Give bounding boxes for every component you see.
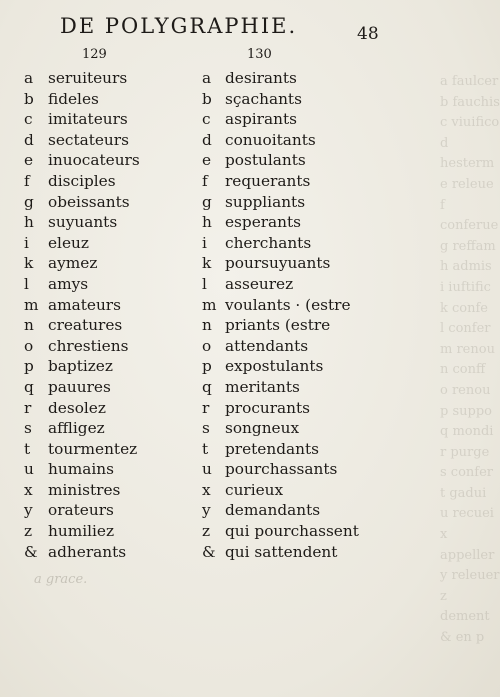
letter-left: p bbox=[24, 357, 34, 376]
word-left: chrestiens bbox=[48, 336, 129, 355]
bleed-line: e releue bbox=[440, 176, 494, 192]
bleed-line: x appeller bbox=[440, 527, 495, 563]
letter-right: t bbox=[202, 439, 209, 458]
word-right: requerants bbox=[225, 171, 311, 190]
word-right: curieux bbox=[225, 480, 284, 499]
word-left: creatures bbox=[48, 316, 123, 335]
letter-left: g bbox=[24, 192, 34, 211]
word-right: qui sattendent bbox=[225, 542, 338, 561]
word-right: cherchants bbox=[225, 233, 312, 252]
letter-right: h bbox=[202, 213, 212, 232]
word-left: adherants bbox=[48, 542, 127, 561]
bleed-line: g reffam bbox=[440, 238, 496, 254]
bleed-line: o renou bbox=[440, 382, 491, 398]
word-left: fideles bbox=[48, 89, 99, 108]
bleed-line: a faulcer bbox=[440, 74, 499, 89]
letter-left: o bbox=[24, 336, 34, 355]
letter-right: f bbox=[202, 171, 208, 190]
word-right: attendants bbox=[225, 336, 309, 355]
word-left: sectateurs bbox=[48, 130, 129, 149]
table-row bbox=[0, 233, 500, 254]
word-left: seruiteurs bbox=[48, 69, 128, 87]
word-left: pauures bbox=[48, 377, 111, 396]
bleed-line: n conff bbox=[440, 362, 486, 378]
word-left: suyuants bbox=[48, 213, 118, 232]
word-left: amys bbox=[48, 274, 89, 293]
table-row bbox=[0, 130, 500, 151]
word-right: expostulants bbox=[225, 357, 324, 376]
word-right: esperants bbox=[225, 213, 302, 232]
word-left: disciples bbox=[48, 171, 116, 190]
table-row bbox=[0, 171, 500, 192]
bleed-line: h admis bbox=[440, 259, 492, 275]
bleed-line: k confe bbox=[440, 300, 488, 316]
word-left: affligez bbox=[48, 419, 105, 438]
letter-right: k bbox=[202, 254, 212, 273]
page-number: 48 bbox=[357, 24, 379, 44]
letter-right: x bbox=[202, 480, 211, 499]
letter-left: n bbox=[24, 316, 34, 335]
table-row bbox=[0, 377, 500, 398]
table-row bbox=[0, 109, 500, 130]
bleed-line: d hesterm bbox=[440, 135, 495, 172]
letter-left: f bbox=[24, 171, 30, 190]
bleed-line: l confer bbox=[440, 321, 491, 337]
bleed-line: p suppo bbox=[440, 403, 492, 419]
letter-right: u bbox=[202, 460, 212, 479]
column-number-right: 130 bbox=[247, 47, 272, 62]
letter-left: & bbox=[24, 542, 38, 561]
word-left: baptizez bbox=[48, 357, 113, 376]
word-right: pourchassants bbox=[225, 460, 338, 479]
bleed-line: m renou bbox=[440, 341, 495, 357]
letter-left: i bbox=[24, 233, 29, 252]
bleed-line: & en p bbox=[440, 630, 485, 646]
letter-right: g bbox=[202, 192, 212, 211]
word-right: poursuyuants bbox=[225, 254, 331, 273]
letter-right: p bbox=[202, 357, 212, 376]
table-row bbox=[0, 212, 500, 233]
bleed-line: y releuer bbox=[440, 568, 500, 584]
table-row bbox=[0, 418, 500, 439]
letter-left: t bbox=[24, 439, 31, 458]
word-left: aymez bbox=[48, 254, 98, 273]
letter-left: d bbox=[24, 130, 34, 149]
word-right: priants (estre bbox=[225, 316, 331, 335]
word-right: postulants bbox=[225, 151, 306, 170]
letter-left: l bbox=[24, 274, 29, 293]
table-row bbox=[0, 336, 500, 357]
word-right: qui pourchassent bbox=[225, 522, 359, 541]
table-row bbox=[0, 68, 500, 89]
letter-right: a bbox=[202, 69, 212, 87]
letter-left: h bbox=[24, 213, 34, 232]
word-table bbox=[0, 68, 500, 562]
letter-right: s bbox=[202, 419, 210, 438]
word-left: tourmentez bbox=[48, 439, 138, 458]
table-row bbox=[0, 500, 500, 521]
table-row bbox=[0, 521, 500, 542]
bleed-line: r purge bbox=[440, 444, 490, 460]
letter-left: s bbox=[24, 419, 32, 438]
letter-left: q bbox=[24, 377, 34, 396]
word-right: aspirants bbox=[225, 110, 297, 129]
table-row bbox=[0, 356, 500, 377]
letter-right: q bbox=[202, 377, 212, 396]
letter-right: n bbox=[202, 316, 212, 335]
word-right: sçachants bbox=[225, 89, 302, 108]
letter-left: r bbox=[24, 398, 32, 417]
letter-left: m bbox=[24, 295, 39, 314]
letter-left: x bbox=[24, 480, 33, 499]
table-row bbox=[0, 439, 500, 460]
word-left: eleuz bbox=[48, 233, 89, 252]
word-left: inuocateurs bbox=[48, 151, 140, 170]
word-right: pretendants bbox=[225, 439, 319, 458]
column-number-left: 129 bbox=[82, 47, 107, 62]
table-row bbox=[0, 274, 500, 295]
bleed-line: b fauchis bbox=[440, 94, 500, 110]
letter-left: c bbox=[24, 110, 33, 129]
letter-left: a bbox=[24, 69, 34, 87]
word-left: imitateurs bbox=[48, 110, 128, 129]
word-right: desirants bbox=[225, 69, 297, 87]
word-right: procurants bbox=[225, 398, 311, 417]
word-left: humiliez bbox=[48, 522, 114, 541]
letter-right: i bbox=[202, 233, 207, 252]
table-row bbox=[0, 315, 500, 336]
running-title: DE POLYGRAPHIE. bbox=[60, 14, 298, 38]
letter-left: k bbox=[24, 254, 34, 273]
letter-right: l bbox=[202, 274, 207, 293]
letter-right: o bbox=[202, 336, 212, 355]
letter-left: y bbox=[24, 501, 33, 520]
table-row bbox=[0, 295, 500, 316]
word-left: orateurs bbox=[48, 501, 114, 520]
bleed-line: t gadui bbox=[440, 485, 487, 501]
bleed-line: c viuifico bbox=[440, 115, 500, 131]
bleed-foot: a grace. bbox=[34, 572, 88, 587]
word-left: amateurs bbox=[48, 295, 121, 314]
word-left: humains bbox=[48, 460, 114, 479]
table-row bbox=[0, 459, 500, 480]
bleed-line: s confer bbox=[440, 465, 494, 481]
letter-right: m bbox=[202, 295, 217, 314]
letter-right: d bbox=[202, 130, 212, 149]
table-row bbox=[0, 150, 500, 171]
letter-right: b bbox=[202, 89, 212, 108]
table-row bbox=[0, 192, 500, 213]
bleed-line: z dement bbox=[440, 588, 490, 625]
word-left: ministres bbox=[48, 480, 121, 499]
table-row bbox=[0, 89, 500, 110]
word-right: songneux bbox=[225, 419, 300, 438]
table-row bbox=[0, 480, 500, 501]
letter-left: z bbox=[24, 522, 33, 541]
word-right: demandants bbox=[225, 501, 321, 520]
word-left: obeissants bbox=[48, 192, 130, 211]
word-right: voulants · (estre bbox=[225, 295, 351, 314]
bleed-line: q mondi bbox=[440, 424, 494, 440]
word-right: conuoitants bbox=[225, 130, 316, 149]
bleed-line: u recuei bbox=[440, 506, 494, 522]
table-row bbox=[0, 542, 500, 563]
bleed-line: i iuftific bbox=[440, 279, 491, 295]
word-right: meritants bbox=[225, 377, 300, 396]
word-right: suppliants bbox=[225, 192, 306, 211]
word-left: desolez bbox=[48, 398, 106, 417]
bleed-line: f conferue bbox=[440, 197, 499, 234]
letter-right: c bbox=[202, 110, 211, 129]
table-row bbox=[0, 398, 500, 419]
table-row bbox=[0, 253, 500, 274]
letter-left: u bbox=[24, 460, 34, 479]
letter-right: y bbox=[202, 501, 211, 520]
letter-left: b bbox=[24, 89, 34, 108]
letter-right: & bbox=[202, 542, 216, 561]
letter-right: e bbox=[202, 151, 212, 170]
letter-left: e bbox=[24, 151, 34, 170]
word-right: asseurez bbox=[225, 274, 294, 293]
letter-right: r bbox=[202, 398, 210, 417]
letter-right: z bbox=[202, 522, 211, 541]
